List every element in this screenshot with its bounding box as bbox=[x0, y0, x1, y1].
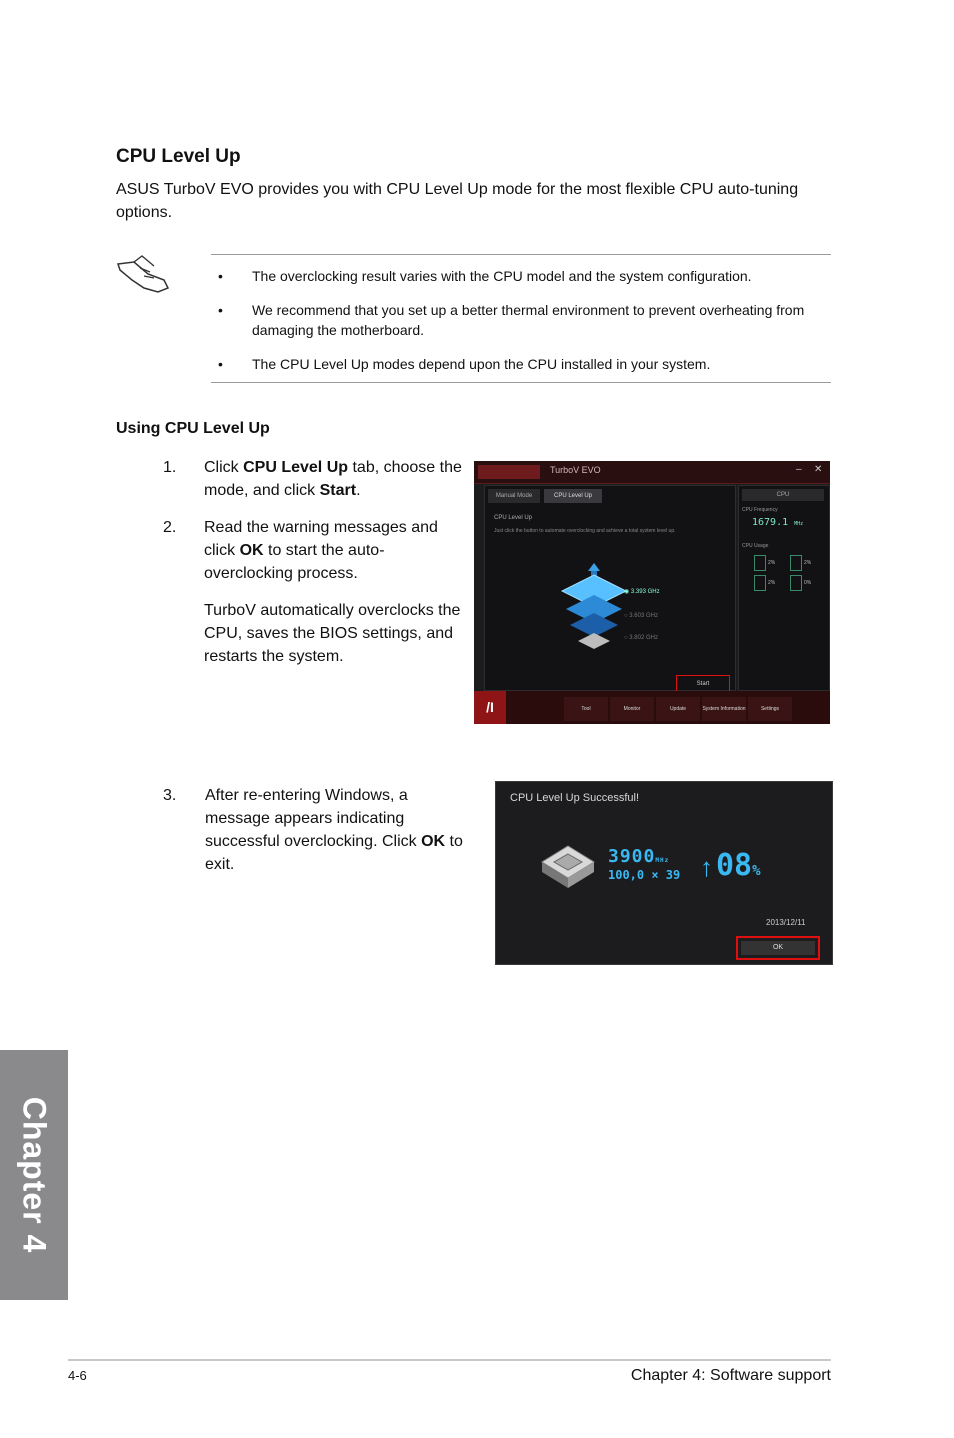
note-top-rule bbox=[211, 254, 831, 255]
asus-logo-icon: /I bbox=[474, 691, 506, 724]
usage-bar bbox=[754, 575, 766, 591]
dialog-date: 2013/12/11 bbox=[766, 918, 806, 927]
note-hand-icon bbox=[114, 252, 174, 296]
note-item: • The CPU Level Up modes depend upon the CPU installed in your system. bbox=[218, 356, 711, 372]
cpu-chip-icon bbox=[544, 561, 644, 656]
pane-label: CPU Level Up bbox=[494, 515, 533, 521]
close-icon[interactable]: ✕ bbox=[814, 464, 823, 475]
note-item: • We recommend that you set up a better thermal environment to prevent overheating from damaging the motherboard. bbox=[218, 302, 805, 338]
page-number: 4-6 bbox=[68, 1368, 87, 1383]
section-title: CPU Level Up bbox=[116, 146, 241, 167]
note-item: • The overclocking result varies with the CPU model and the system configuration. bbox=[218, 268, 752, 284]
cpu-frequency-value: 1679.1 MHz bbox=[752, 517, 804, 528]
step-1: 1. Click CPU Level Up tab, choose the mode, and click Start. bbox=[163, 459, 462, 499]
nav-monitor[interactable]: Monitor bbox=[610, 697, 654, 721]
side-tab-cpu[interactable]: CPU bbox=[742, 489, 824, 501]
usage-value: 0% bbox=[804, 580, 812, 586]
minimize-icon[interactable]: – bbox=[796, 464, 802, 475]
nav-tool[interactable]: Tool bbox=[564, 697, 608, 721]
footer-chapter-title: Chapter 4: Software support bbox=[630, 1367, 831, 1384]
usage-bar bbox=[790, 555, 802, 571]
success-dialog-screenshot bbox=[495, 781, 833, 965]
arrow-up-icon: ↑ bbox=[700, 852, 713, 882]
mode-radio-3[interactable]: ○ 3.802 GHz bbox=[624, 635, 658, 641]
cpu-frequency-label: CPU Frequency bbox=[742, 507, 778, 513]
overclock-multiplier: 100,0 × 39 bbox=[608, 868, 681, 882]
chapter-side-tab bbox=[0, 1050, 68, 1300]
step-2-detail: TurboV automatically overclocks the CPU, saves the BIOS settings, and restarts the system. bbox=[204, 602, 461, 665]
usage-bar bbox=[790, 575, 802, 591]
mode-radio-2[interactable]: ○ 3.603 GHz bbox=[624, 613, 658, 619]
step-3: 3. After re-entering Windows, a message appears indicating successful overclocking. Click OK to exit. bbox=[163, 787, 463, 873]
start-button[interactable]: Start bbox=[676, 675, 730, 694]
usage-bar bbox=[754, 555, 766, 571]
usage-value: 2% bbox=[768, 580, 776, 586]
usage-value: 2% bbox=[804, 560, 812, 566]
overclock-frequency: 3900MHz bbox=[608, 846, 670, 867]
footer-rule bbox=[68, 1359, 831, 1361]
turbov-window-screenshot bbox=[474, 461, 830, 724]
cpu-chip-icon bbox=[538, 842, 598, 894]
dialog-title: CPU Level Up Successful! bbox=[510, 792, 639, 804]
usage-value: 2% bbox=[768, 560, 776, 566]
step-2: 2. Read the warning messages and click OK to start the auto-overclocking process. bbox=[163, 519, 438, 582]
tab-manual-mode[interactable]: Manual Mode bbox=[488, 489, 540, 503]
mode-radio-1[interactable]: ◉ 3.393 GHz bbox=[624, 589, 660, 595]
nav-update[interactable]: Update bbox=[656, 697, 700, 721]
intro-paragraph: ASUS TurboV EVO provides you with CPU Level Up mode for the most flexible CPU auto-tuning options. bbox=[116, 181, 799, 221]
nav-system-information[interactable]: System Information bbox=[702, 697, 746, 721]
nav-settings[interactable]: Settings bbox=[748, 697, 792, 721]
chapter-tab-label: Chapter 4 bbox=[16, 1096, 53, 1254]
window-title: TurboV EVO bbox=[550, 465, 601, 475]
monitor-pane bbox=[738, 485, 830, 691]
performance-gain: 08% bbox=[716, 848, 761, 883]
cpu-usage-label: CPU Usage bbox=[742, 543, 769, 549]
ok-button[interactable]: OK bbox=[736, 936, 820, 960]
pane-description: Just click the button to automate overclocking and achieve a total system level up. bbox=[494, 528, 676, 534]
note-bottom-rule bbox=[211, 382, 831, 383]
rog-logo bbox=[478, 465, 540, 479]
using-heading: Using CPU Level Up bbox=[116, 420, 270, 437]
tab-cpu-level-up[interactable]: CPU Level Up bbox=[544, 489, 602, 503]
